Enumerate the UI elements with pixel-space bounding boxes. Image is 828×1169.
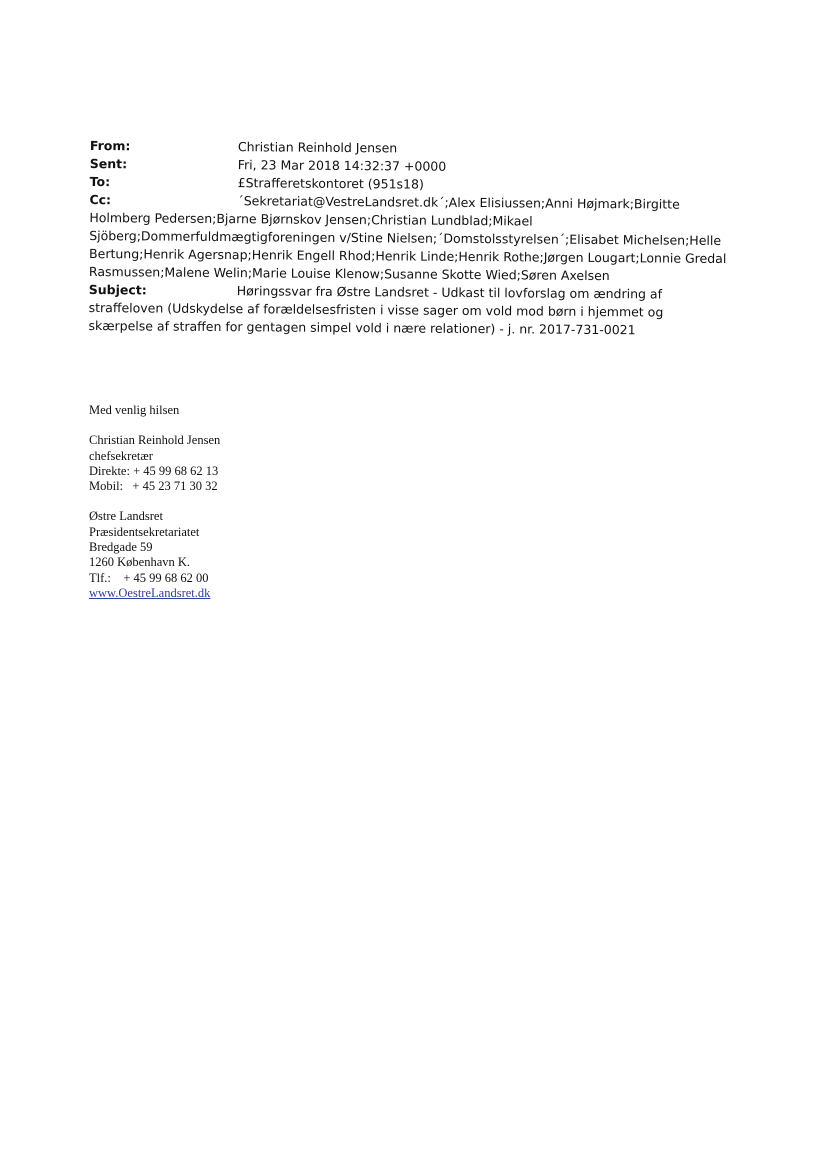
subject-value: Høringssvar fra Østre Landsret - Udkast til lovforslag om ændring af straffeloven (Udskydelse af forældelsesfristen i visse sager om vold mod børn i hjemmet og skærpelse af straffen for gentagen simpel vold i nære relationer) - j. nr. 2017-731-0021 [88, 283, 664, 338]
greeting: Med venlig hilsen [89, 403, 180, 417]
email-signature [89, 403, 389, 601]
mobile-phone: Mobil: + 45 23 71 30 32 [89, 479, 218, 494]
from-label: From: [89, 137, 131, 154]
to-label: To: [89, 173, 111, 190]
department: Præsidentsekretariatet [89, 524, 200, 539]
cc-row [89, 191, 730, 286]
office-phone: Tlf.: + 45 99 68 62 00 [89, 570, 209, 585]
street-address: Bredgade 59 [89, 540, 153, 555]
spacer [89, 418, 389, 433]
subject-label: Subject: [88, 281, 147, 298]
city-address: 1260 København K. [89, 555, 191, 570]
cc-value: ´Sekretariat@VestreLandsret.dk´;Alex Elisiussen;Anni Højmark;Birgitte Holmberg Pedersen;Bjarne Bjørnskov Jensen;Christian Lundblad;Mikael Sjöberg;Dommerfuldmægtigforeningen v/Stine Nielsen;´Domstolsstyrelsen´;Elisabet Michelsen;Helle Bertung;Henrik Agersnap;Henrik Engell Rhod;Henrik Linde;Henrik Rothe;Jørgen Lougart;Lonnie Gredal Rasmussen;Malene Welin;Marie Louise Klenow;Susanne Skotte Wied;Søren Axelsen [88, 193, 727, 284]
to-value: £Strafferetskontoret (951s18) [237, 175, 424, 192]
spacer [89, 494, 389, 509]
sender-name: Christian Reinhold Jensen [89, 433, 221, 448]
email-header [88, 137, 730, 340]
cc-label: Cc: [89, 191, 112, 208]
sent-value: Fri, 23 Mar 2018 14:32:37 +0000 [237, 157, 447, 174]
subject-row [88, 281, 728, 340]
direct-phone: Direkte: + 45 99 68 62 13 [89, 463, 219, 478]
sender-title: chefsekretær [89, 448, 153, 463]
organization: Østre Landsret [89, 509, 163, 524]
website-link[interactable]: www.OestreLandsret.dk [89, 585, 211, 600]
from-value: Christian Reinhold Jensen [237, 139, 398, 156]
sent-label: Sent: [89, 155, 128, 172]
